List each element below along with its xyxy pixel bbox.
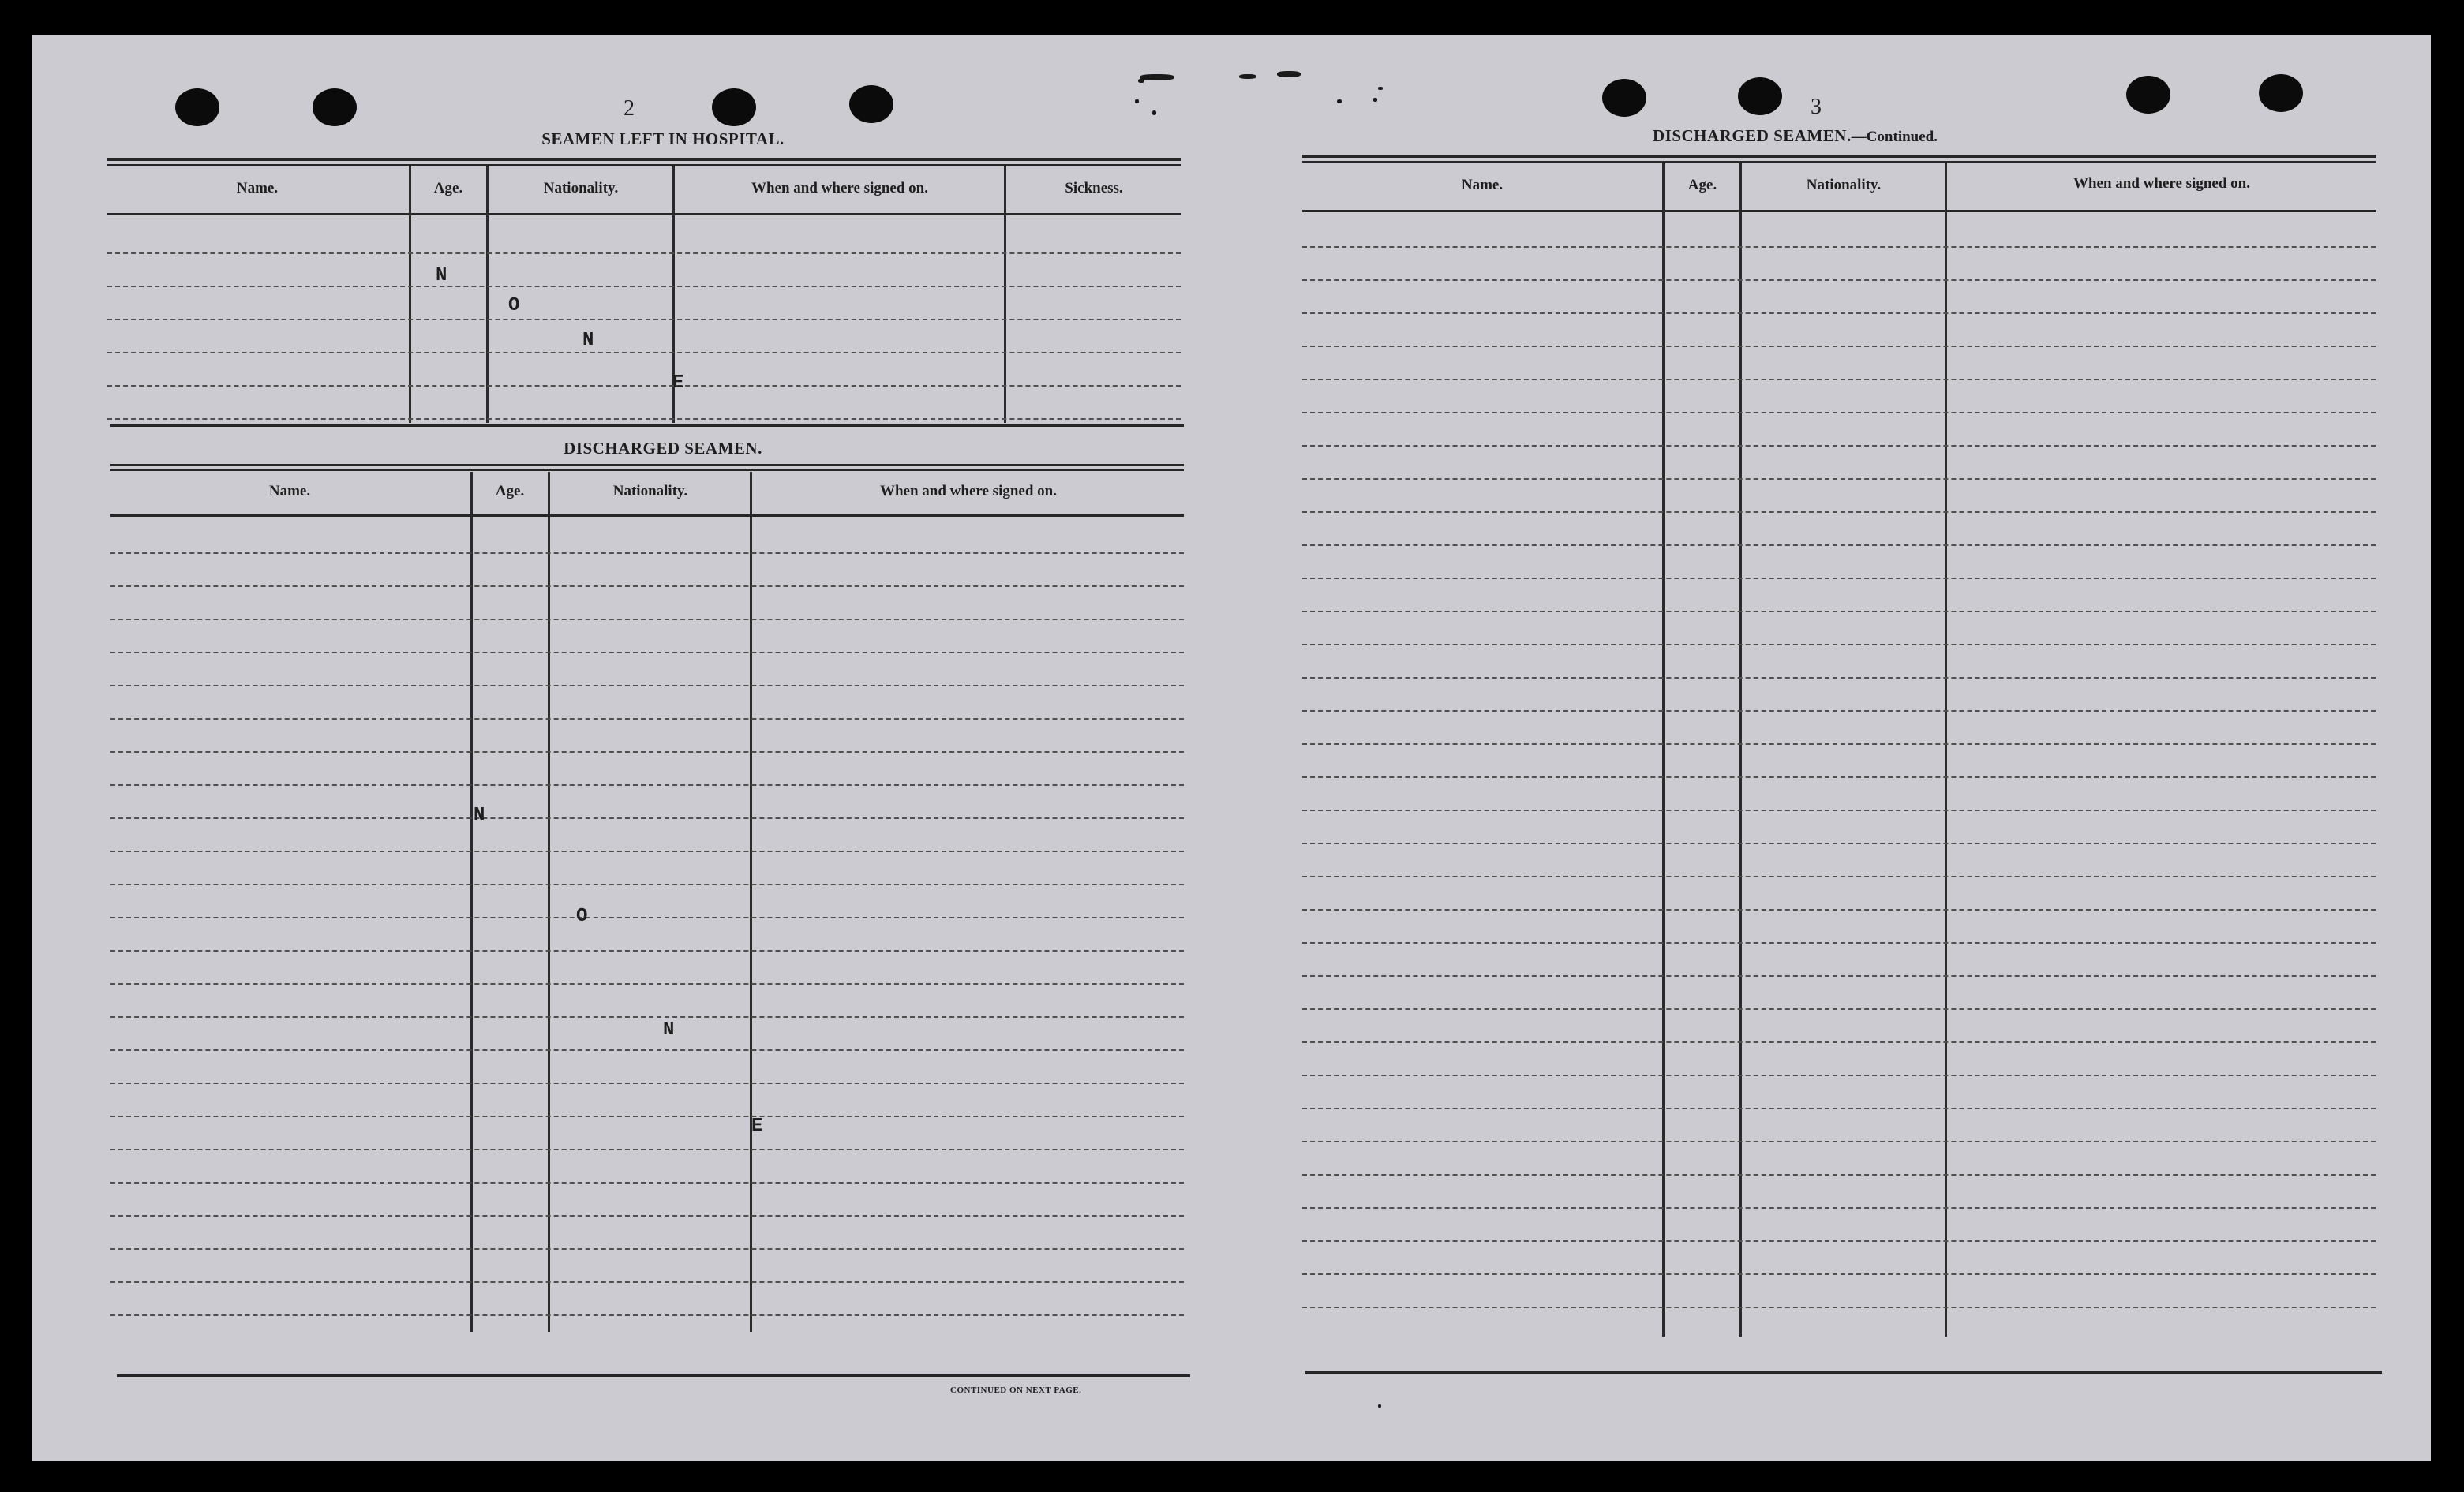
- ruled-line: [110, 1116, 1184, 1117]
- punch-hole: [712, 88, 756, 126]
- ruled-line: [1302, 1207, 2376, 1209]
- ruled-line: [107, 252, 1181, 254]
- ruled-line: [110, 751, 1184, 753]
- ruled-line: [107, 385, 1181, 387]
- ruled-line: [107, 352, 1181, 353]
- ruled-line: [110, 685, 1184, 686]
- ruled-line: [110, 817, 1184, 819]
- paper-mark: [1378, 1404, 1381, 1408]
- ruled-line: [1302, 1075, 2376, 1076]
- paper-mark: [1140, 74, 1174, 80]
- column-divider: [750, 472, 752, 1332]
- section-title-discharged-continued: [1653, 126, 1938, 146]
- punch-hole: [2126, 76, 2170, 114]
- column-header-nationality: Nationality.: [612, 483, 688, 499]
- ruled-line: [1302, 412, 2376, 413]
- column-header-signed-on: When and where signed on.: [751, 180, 928, 196]
- ruled-line: [110, 652, 1184, 653]
- punch-hole: [1738, 77, 1782, 115]
- ruled-line: [110, 1149, 1184, 1150]
- stamp-letter: N: [663, 1019, 675, 1041]
- column-header-age: Age.: [495, 483, 525, 499]
- ruled-line: [1302, 346, 2376, 347]
- ruled-line: [110, 552, 1184, 554]
- ruled-line: [1302, 1041, 2376, 1043]
- ruled-line: [1302, 1108, 2376, 1109]
- ruled-line: [1302, 909, 2376, 911]
- column-divider: [1739, 163, 1742, 1337]
- ruled-line: [1302, 511, 2376, 513]
- ruled-line: [110, 784, 1184, 786]
- ruled-line: [110, 1248, 1184, 1250]
- ruled-line: [107, 319, 1181, 320]
- ruled-line: [110, 1182, 1184, 1184]
- table-top-rule: [1302, 155, 2376, 158]
- paper-mark: [1239, 74, 1256, 79]
- table-top-rule: [107, 164, 1181, 166]
- header-rule: [1302, 210, 2376, 212]
- ruled-line: [1302, 843, 2376, 844]
- section-title-hospital: SEAMEN LEFT IN HOSPITAL.: [541, 129, 785, 148]
- ruled-line: [1302, 379, 2376, 380]
- stamp-letter: N: [436, 265, 447, 286]
- ruled-line: [1302, 942, 2376, 944]
- ruled-line: [1302, 246, 2376, 248]
- table-bottom-rule: [1305, 1371, 2382, 1374]
- stamp-letter: O: [576, 906, 588, 927]
- column-divider: [1945, 163, 1947, 1337]
- page-number: 2: [623, 96, 635, 121]
- ruled-line: [1302, 1174, 2376, 1176]
- section-title-discharged: DISCHARGED SEAMEN.: [564, 439, 762, 458]
- punch-hole: [175, 88, 219, 126]
- ruled-line: [110, 718, 1184, 720]
- ruled-line: [1302, 975, 2376, 977]
- column-header-name: Name.: [236, 180, 279, 196]
- ruled-line: [1302, 1240, 2376, 1242]
- paper-mark: [1378, 87, 1383, 90]
- column-header-signed-on: When and where signed on.: [2073, 175, 2250, 192]
- ruled-line: [1302, 810, 2376, 811]
- section-rule: [110, 424, 1184, 427]
- ruled-line: [110, 884, 1184, 885]
- column-header-signed-on: When and where signed on.: [879, 483, 1057, 499]
- paper-mark: [1337, 99, 1342, 103]
- punch-hole: [2259, 74, 2303, 112]
- column-header-name: Name.: [1461, 177, 1503, 193]
- ruled-line: [1302, 644, 2376, 645]
- ruled-line: [110, 585, 1184, 587]
- ruled-line: [1302, 1008, 2376, 1010]
- header-rule: [107, 213, 1181, 215]
- paper-mark: [1373, 98, 1377, 102]
- column-divider: [548, 472, 550, 1332]
- column-header-age: Age.: [433, 180, 463, 196]
- ruled-line: [110, 1281, 1184, 1283]
- ruled-line: [1302, 312, 2376, 314]
- table-top-rule: [110, 469, 1184, 471]
- ruled-line: [110, 1083, 1184, 1084]
- ruled-line: [110, 917, 1184, 918]
- column-header-nationality: Nationality.: [543, 180, 619, 196]
- ruled-line: [1302, 1307, 2376, 1308]
- table-top-rule: [110, 464, 1184, 466]
- header-rule: [110, 514, 1184, 517]
- ruled-line: [1302, 876, 2376, 877]
- ruled-line: [110, 851, 1184, 852]
- paper-mark: [1152, 110, 1156, 115]
- column-header-name: Name.: [268, 483, 311, 499]
- paper-mark: [1135, 99, 1139, 103]
- ruled-line: [1302, 710, 2376, 712]
- section-title-suffix: —Continued.: [1851, 129, 1938, 145]
- page-number: 3: [1811, 95, 1822, 119]
- continued-note: CONTINUED ON NEXT PAGE.: [950, 1385, 1082, 1395]
- stamp-letter: N: [582, 330, 594, 351]
- ledger-sheet: [32, 35, 2431, 1461]
- ruled-line: [110, 1049, 1184, 1051]
- ruled-line: [1302, 578, 2376, 579]
- table-top-rule: [107, 158, 1181, 161]
- paper-mark: [1277, 71, 1301, 77]
- column-divider: [1662, 163, 1665, 1337]
- stamp-letter: E: [751, 1116, 763, 1137]
- ruled-line: [1302, 611, 2376, 612]
- stamp-letter: E: [672, 372, 684, 394]
- column-divider: [470, 472, 473, 1332]
- column-header-age: Age.: [1687, 177, 1717, 193]
- stamp-letter: O: [508, 295, 520, 316]
- punch-hole: [849, 85, 893, 123]
- stamp-letter: N: [474, 805, 485, 826]
- table-top-rule: [1302, 161, 2376, 163]
- table-bottom-rule: [117, 1374, 1190, 1377]
- ruled-line: [110, 1215, 1184, 1217]
- ruled-line: [1302, 478, 2376, 480]
- ruled-line: [107, 418, 1181, 420]
- ruled-line: [110, 1314, 1184, 1316]
- ruled-line: [1302, 776, 2376, 778]
- ruled-line: [110, 950, 1184, 952]
- column-header-nationality: Nationality.: [1806, 177, 1882, 193]
- ruled-line: [110, 983, 1184, 985]
- section-title-text: DISCHARGED SEAMEN.: [1653, 126, 1852, 145]
- ruled-line: [1302, 677, 2376, 679]
- ruled-line: [107, 286, 1181, 287]
- column-header-sickness: Sickness.: [1065, 180, 1123, 196]
- ruled-line: [1302, 279, 2376, 281]
- ruled-line: [1302, 544, 2376, 546]
- punch-hole: [1602, 79, 1646, 117]
- ruled-line: [1302, 1141, 2376, 1142]
- ruled-line: [110, 1016, 1184, 1018]
- ruled-line: [1302, 445, 2376, 447]
- ruled-line: [1302, 1273, 2376, 1275]
- punch-hole: [313, 88, 357, 126]
- ruled-line: [110, 619, 1184, 620]
- ruled-line: [1302, 743, 2376, 745]
